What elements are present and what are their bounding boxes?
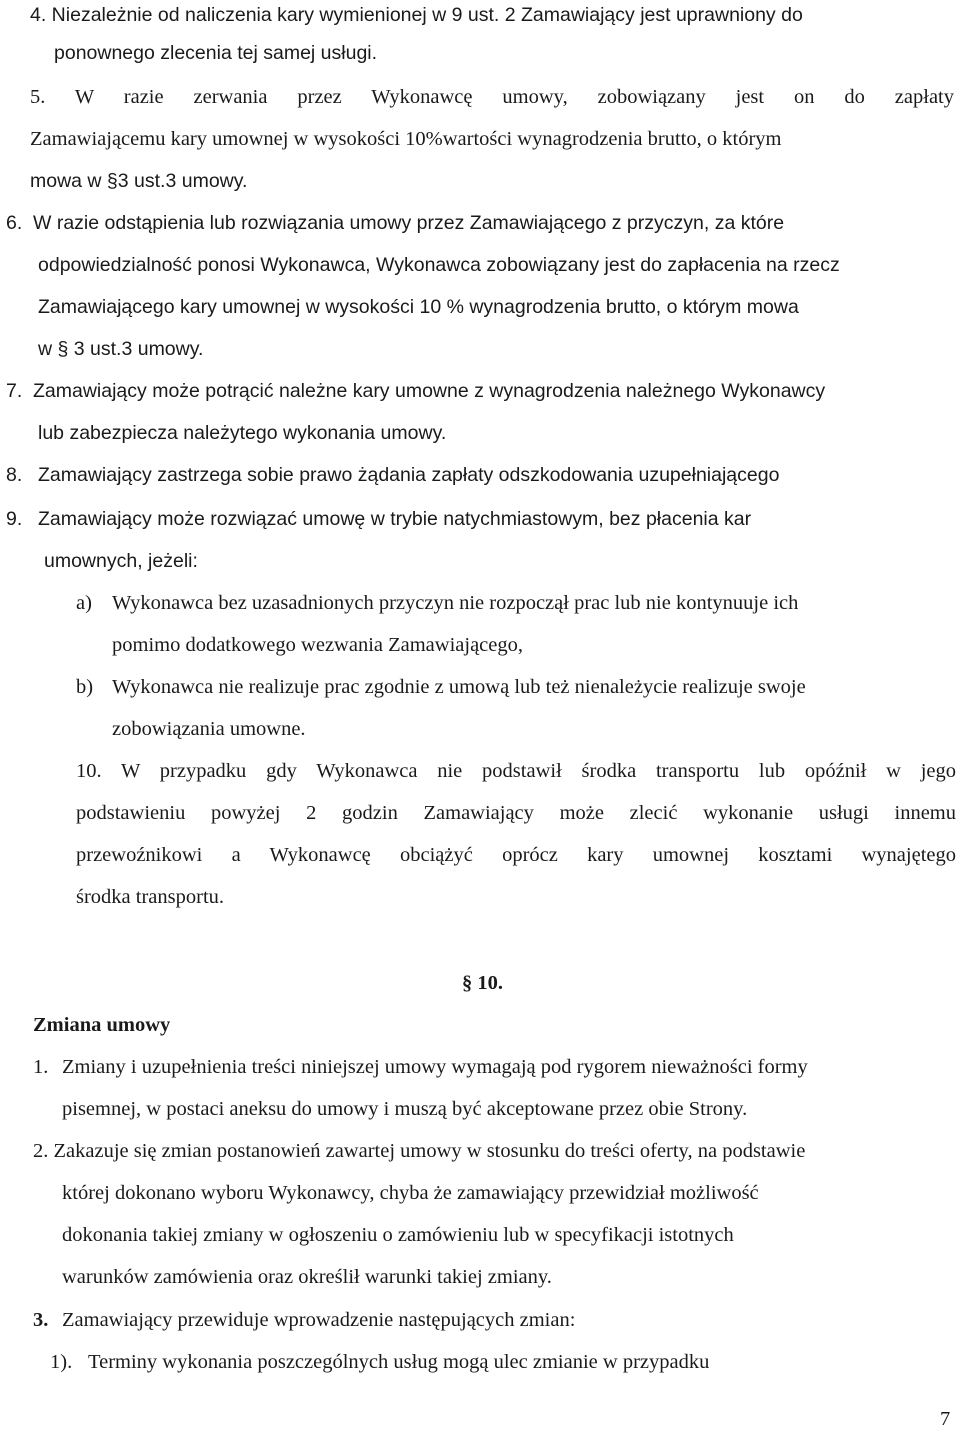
text-line: zobowiązania umowne.	[112, 718, 306, 740]
text-line: środka transportu.	[76, 886, 225, 908]
section-heading: § 10.	[462, 972, 503, 994]
text-line: Terminy wykonania poszczególnych usług mogą ulec zmianie w przypadku	[88, 1351, 710, 1373]
text-line: Zamawiającego kary umownej w wysokości 10 % wynagrodzenia brutto, o którym mowa	[38, 296, 799, 318]
list-number: 1.	[33, 1056, 49, 1078]
list-number: 9.	[6, 508, 23, 530]
text-line: Zmiany i uzupełnienia treści niniejszej umowy wymagają pod rygorem nieważności formy	[62, 1056, 808, 1078]
text-line: Wykonawca bez uzasadnionych przyczyn nie rozpoczął prac lub nie kontynuuje ich	[112, 592, 799, 614]
page-number: 7	[940, 1408, 951, 1430]
text-line: Zamawiający przewiduje wprowadzenie następujących zmian:	[62, 1309, 576, 1331]
section-title: Zmiana umowy	[33, 1014, 171, 1036]
text-line: Zamawiający może potrącić należne kary umowne z wynagrodzenia należnego Wykonawcy	[33, 380, 826, 402]
text-line: której dokonano wyboru Wykonawcy, chyba że zamawiający przewidział możliwość	[62, 1182, 759, 1204]
text-line: dokonania takiej zmiany w ogłoszeniu o zamówieniu lub w specyfikacji istotnych	[62, 1224, 734, 1246]
text-line: Zamawiającemu kary umownej w wysokości 10%wartości wynagrodzenia brutto, o którym	[30, 128, 782, 150]
text-line: 2. Zakazuje się zmian postanowień zawartej umowy w stosunku do treści oferty, na podstawie	[33, 1140, 806, 1162]
list-number: 7.	[6, 380, 23, 402]
text-line: W razie odstąpienia lub rozwiązania umowy przez Zamawiającego z przyczyn, za które	[33, 212, 785, 234]
text-line: odpowiedzialność ponosi Wykonawca, Wykonawca zobowiązany jest do zapłacenia na rzecz	[38, 254, 840, 276]
text-line: Wykonawca nie realizuje prac zgodnie z umową lub też nienależycie realizuje swoje	[112, 676, 806, 698]
text-line: lub zabezpiecza należytego wykonania umowy.	[38, 422, 447, 444]
list-number: 1).	[50, 1351, 73, 1373]
list-number: 8.	[6, 464, 23, 486]
text-line: w § 3 ust.3 umowy.	[38, 338, 204, 360]
text-line: 4. Niezależnie od naliczenia kary wymienionej w 9 ust. 2 Zamawiający jest uprawniony do	[30, 4, 803, 26]
text-line: mowa w §3 ust.3 umowy.	[30, 170, 248, 192]
text-line: Zamawiający zastrzega sobie prawo żądania zapłaty odszkodowania uzupełniającego	[38, 464, 780, 486]
text-line: umownych, jeżeli:	[44, 550, 198, 572]
text-line: pisemnej, w postaci aneksu do umowy i muszą być akceptowane przez obie Strony.	[62, 1098, 748, 1120]
list-number: 6.	[6, 212, 23, 234]
list-letter: b)	[76, 676, 94, 698]
text-line: przewoźnikowi a Wykonawcę obciążyć oprócz kary umownej kosztami wynajętego	[76, 844, 956, 866]
text-line: podstawieniu powyżej 2 godzin Zamawiający może zlecić wykonanie usługi innemu	[76, 802, 956, 824]
text-line: 10. W przypadku gdy Wykonawca nie podstawił środka transportu lub opóźnił w jego	[76, 760, 956, 782]
text-line: pomimo dodatkowego wezwania Zamawiającego,	[112, 634, 523, 656]
text-line: 5. W razie zerwania przez Wykonawcę umowy, zobowiązany jest on do zapłaty	[30, 86, 954, 108]
list-letter: a)	[76, 592, 92, 614]
text-line: ponownego zlecenia tej samej usługi.	[54, 42, 378, 64]
list-number: 3.	[33, 1309, 49, 1331]
text-line: warunków zamówienia oraz określił warunki takiej zmiany.	[62, 1266, 552, 1288]
text-line: Zamawiający może rozwiązać umowę w trybie natychmiastowym, bez płacenia kar	[38, 508, 752, 530]
